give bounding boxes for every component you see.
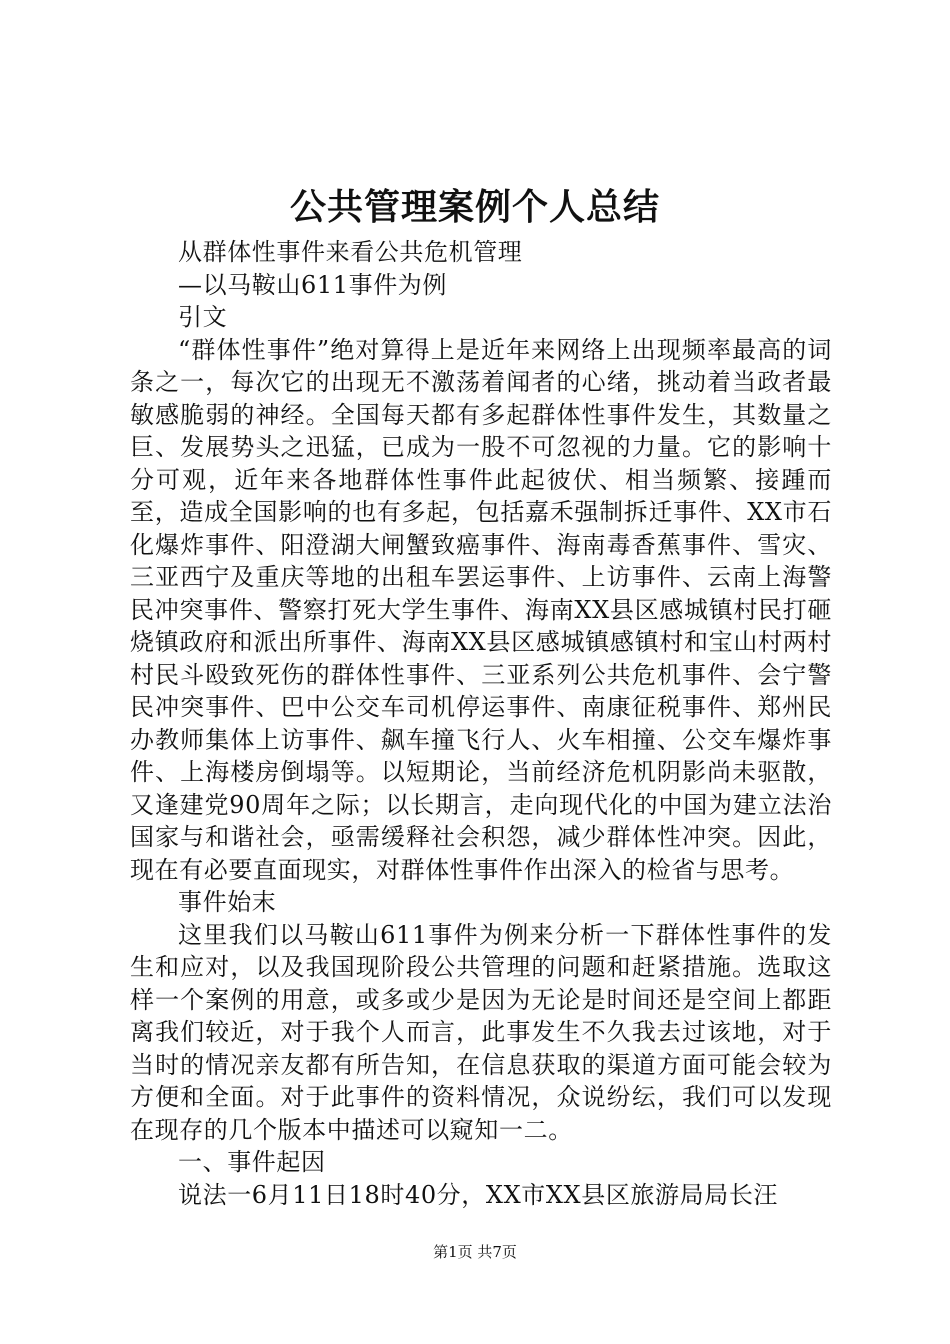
body-paragraph: 这里我们以马鞍山611事件为例来分析一下群体性事件的发生和应对，以及我国现阶段公共管理的问题和赶紧措施。选取这样一个案例的用意，或多或少是因为无论是时间还是空间上都距离我们较近，对于我个人而言，此事发生不久我去过该地，对于当时的情况亲友都有所告知，在信息获取的渠道方面可能会较为方便和全面。对于此事件的资料情况，众说纷纭，我们可以发现在现存的几个版本中描述可以窥知一二。	[130, 920, 832, 1144]
subtitle-line: —以马鞍山611事件为例	[178, 270, 448, 299]
section-heading: 一、事件起因	[178, 1148, 326, 1176]
document-body	[130, 236, 832, 1211]
document-title: 公共管理案例个人总结	[289, 187, 660, 228]
section-heading: 引文	[178, 303, 228, 331]
page-footer: 第1页 共7页	[433, 1243, 517, 1261]
subtitle-line: 从群体性事件来看公共危机管理	[178, 238, 523, 266]
body-paragraph: 说法一6月11日18时40分，XX市XX县区旅游局局长汪	[178, 1180, 779, 1209]
body-paragraph: “群体性事件”绝对算得上是近年来网络上出现频率最高的词条之一，每次它的出现无不激荡着闻者的心绪，挑动着当政者最敏感脆弱的神经。全国每天都有多起群体性事件发生，其数量之巨、发展势头之迅猛，已成为一股不可忽视的力量。它的影响十分可观，近年来各地群体性事件此起彼伏、相当频繁、接踵而至，造成全国影响的也有多起，包括嘉禾强制拆迁事件、XX市石化爆炸事件、阳澄湖大闸蟹致癌事件、海南毒香蕉事件、雪灾、三亚西宁及重庆等地的出租车罢运事件、上访事件、云南上海警民冲突事件、警察打死大学生事件、海南XX县区感城镇村民打砸烧镇政府和派出所事件、海南XX县区感城镇感镇村和宝山村两村村民斗殴致死伤的群体性事件、三亚系列公共危机事件、会宁警民冲突事件、巴中公交车司机停运事件、南康征税事件、郑州民办教师集体上访事件、飙车撞飞行人、火车相撞、公交车爆炸事件、上海楼房倒塌等。以短期论，当前经济危机阴影尚未驱散，又逢建党90周年之际；以长期言，走向现代化的中国为建立法治国家与和谐社会，亟需缓释社会积怨，减少群体性冲突。因此，现在有必要直面现实，对群体性事件作出深入的检省与思考。	[130, 335, 832, 884]
section-heading: 事件始末	[178, 888, 277, 916]
